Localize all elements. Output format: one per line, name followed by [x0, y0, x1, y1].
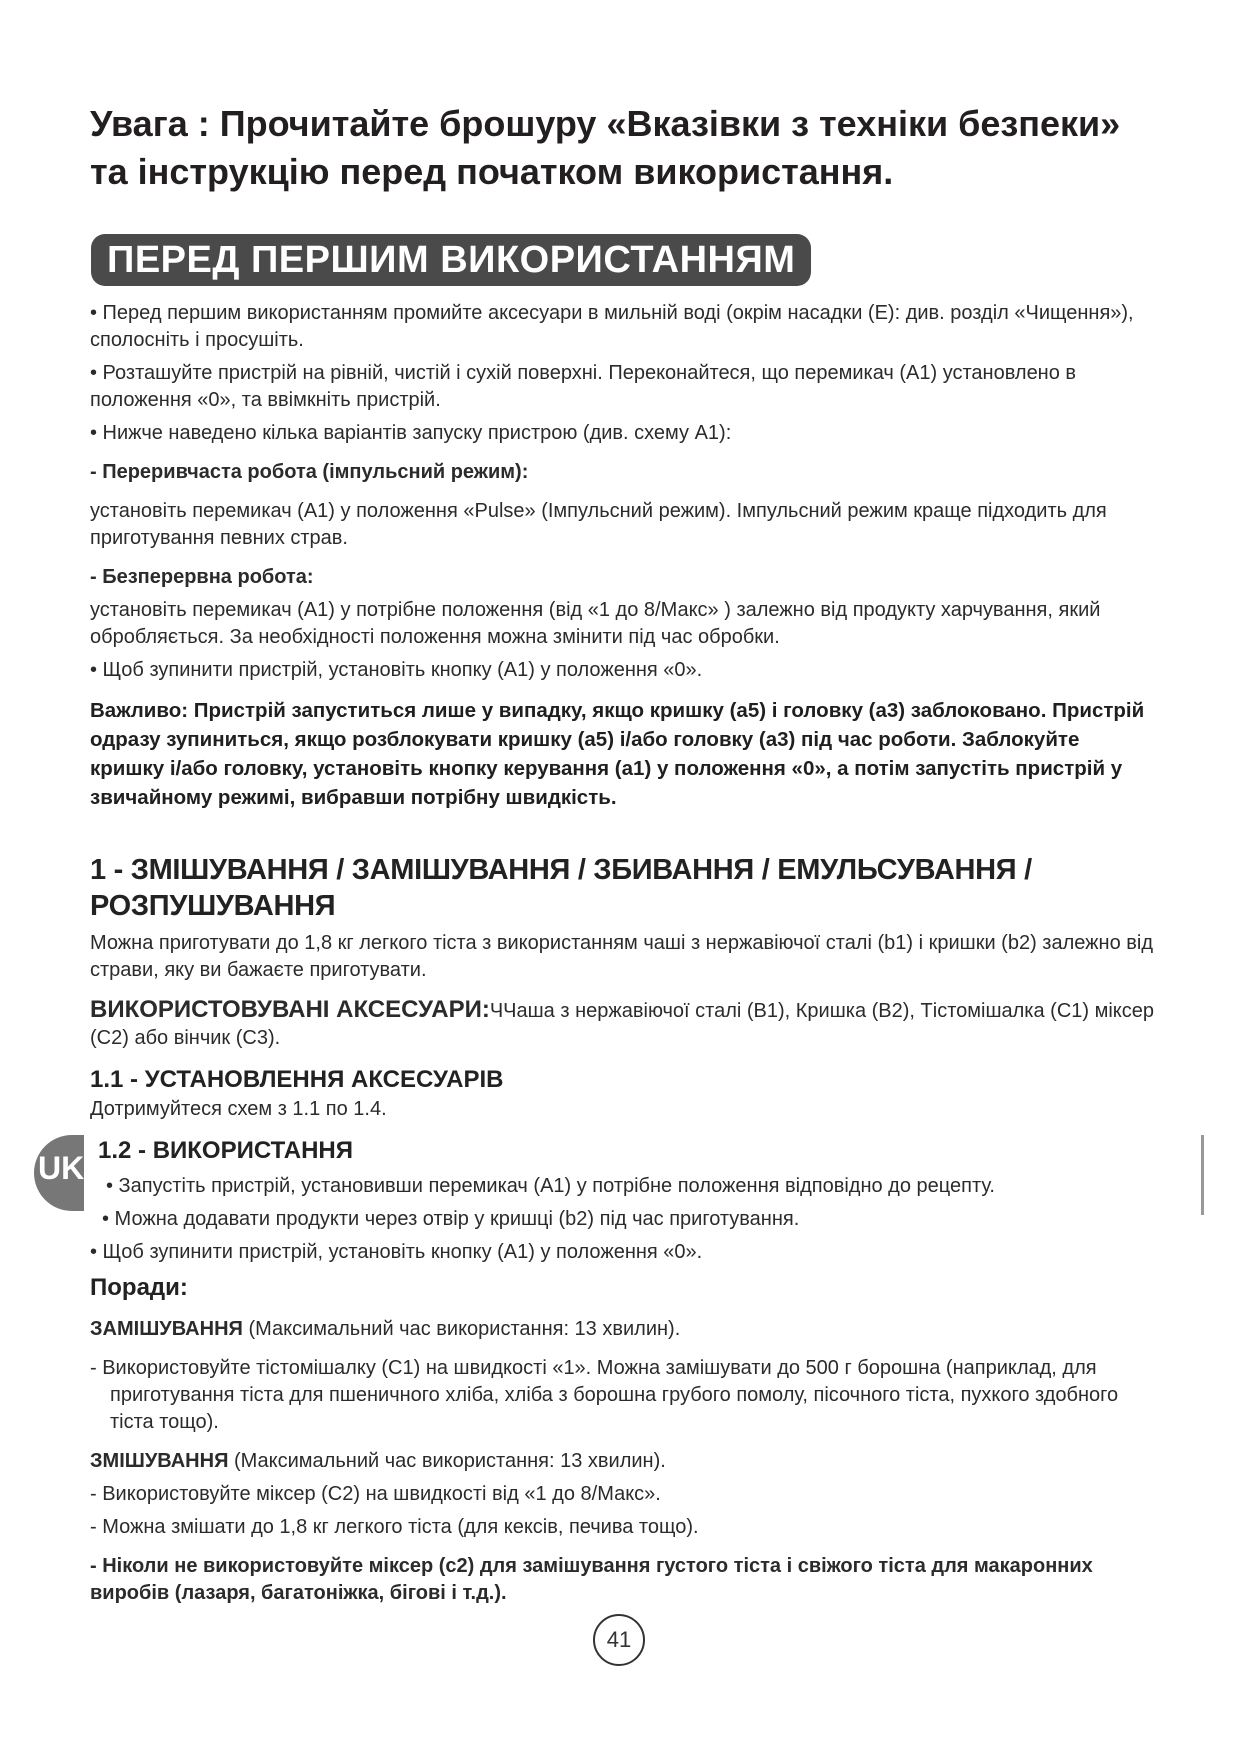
intro-bullet-3: • Нижче наведено кілька варіантів запуску пристрою (див. схему A1): — [90, 422, 732, 444]
never-warning: - Ніколи не використовуйте міксер (c2) для замішування густого тіста і свіжого тіста для макаронних виробів (лазаря, багатоніжка, бігові і т.д.). — [90, 1555, 1093, 1604]
section-1-title: 1 - ЗМІШУВАННЯ / ЗАМІШУВАННЯ / ЗБИВАННЯ / ЕМУЛЬСУВАННЯ / РОЗПУШУВАННЯ — [90, 854, 1032, 922]
stop-text: • Щоб зупинити пристрій, установіть кнопку (A1) у положення «0». — [90, 659, 703, 681]
pulse-heading: - Переривчаста робота (імпульсний режим): — [90, 461, 529, 483]
mixing-item-1: - Використовуйте міксер (C2) на швидкості від «1 до 8/Макс». — [90, 1483, 661, 1505]
kneading-line — [90, 1316, 1154, 1343]
continuous-heading: - Безперервна робота: — [90, 566, 314, 588]
usage-bullet-3: • Щоб зупинити пристрій, установіть кнопку (A1) у положення «0». — [90, 1241, 703, 1263]
edge-marker — [1201, 1135, 1204, 1215]
kneading-label: ЗАМІШУВАННЯ — [90, 1318, 243, 1340]
accessories-text: ЧЧаша з нержавіючої сталі (B1), Кришка (B2), Тістомішалка (C1) міксер (C2) або вінчик (C3). — [90, 1000, 1155, 1049]
usage-bullet-1: • Запустіть пристрій, установивши перемикач (A1) у потрібне положення відповідно до рецепту. — [106, 1175, 995, 1197]
tips-title: Поради: — [90, 1274, 188, 1301]
subsection-1-1-text: Дотримуйтеся схем з 1.1 по 1.4. — [90, 1098, 387, 1120]
subsection-1-2-title: 1.2 - ВИКОРИСТАННЯ — [98, 1137, 353, 1164]
language-tab-label: UK — [38, 1150, 85, 1186]
kneading-note: (Максимальний час використання: 13 хвилин). — [242, 1318, 681, 1340]
intro-bullet-1: • Перед першим використанням промийте аксесуари в мильній воді (окрім насадки (E): див. розділ «Чищення»), сполосніть і просушіть. — [90, 302, 1134, 351]
continuous-text: установіть перемикач (A1) у потрібне положення (від «1 до 8/Макс» ) залежно від продукту харчування, який обробляється. За необхідності положення можна змінити під час обробки. — [90, 599, 1101, 648]
page-content — [90, 100, 1154, 1607]
subsection-1-1-title: 1.1 - УСТАНОВЛЕННЯ АКСЕСУАРІВ — [90, 1066, 504, 1093]
warning-title: Увага : Прочитайте брошуру «Вказівки з техніки безпеки» та інструкцію перед початком використання. — [90, 103, 1121, 192]
mixing-note: (Максимальний час використання: 13 хвилин). — [228, 1450, 666, 1472]
mixing-line — [90, 1448, 1154, 1475]
intro-bullet-2: • Розташуйте пристрій на рівній, чистій і сухій поверхні. Переконайтеся, що перемикач (A1) установлено в положення «0», та ввімкніть пристрій. — [90, 362, 1077, 411]
pulse-text: установіть перемикач (A1) у положення «Pulse» (Імпульсний режим). Імпульсний режим краще підходить для приготування певних страв. — [90, 500, 1107, 549]
accessories-label: ВИКОРИСТОВУВАНІ АКСЕСУАРИ: — [90, 996, 490, 1023]
section-title-pill: ПЕРЕД ПЕРШИМ ВИКОРИСТАННЯМ — [91, 234, 811, 286]
section-1-text: Можна приготувати до 1,8 кг легкого тіста з використанням чаші з нержавіючої сталі (b1) і кришки (b2) залежно від страви, яку ви бажаєте приготувати. — [90, 932, 1153, 981]
accessories-line — [90, 996, 1154, 1052]
usage-bullet-2: • Можна додавати продукти через отвір у кришці (b2) під час приготування. — [102, 1208, 800, 1230]
important-note: Важливо: Пристрій запуститься лише у випадку, якщо кришку (a5) і головку (a3) заблоковано. Пристрій одразу зупиниться, якщо розблокувати кришку (a5) і/або головку (a3) під час роботи. Заблокуйте кришку і/або головку, установіть кнопку керування (a1) у положення «0», а потім запустіть пристрій у звичайному режимі, вибравши потрібну швидкість. — [90, 699, 1145, 809]
page-number: 41 — [593, 1614, 645, 1666]
intro-block — [90, 300, 1154, 812]
kneading-item: - Використовуйте тістомішалку (C1) на швидкості «1». Можна замішувати до 500 г борошна (наприклад, для приготування тіста для пшеничного хліба, хліба з борошна грубого помолу, пісочного тіста, пухкого здобного тіста тощо). — [90, 1357, 1119, 1433]
mixing-item-2: - Можна змішати до 1,8 кг легкого тіста (для кексів, печива тощо). — [90, 1516, 699, 1538]
mixing-label: ЗМІШУВАННЯ — [90, 1450, 229, 1472]
